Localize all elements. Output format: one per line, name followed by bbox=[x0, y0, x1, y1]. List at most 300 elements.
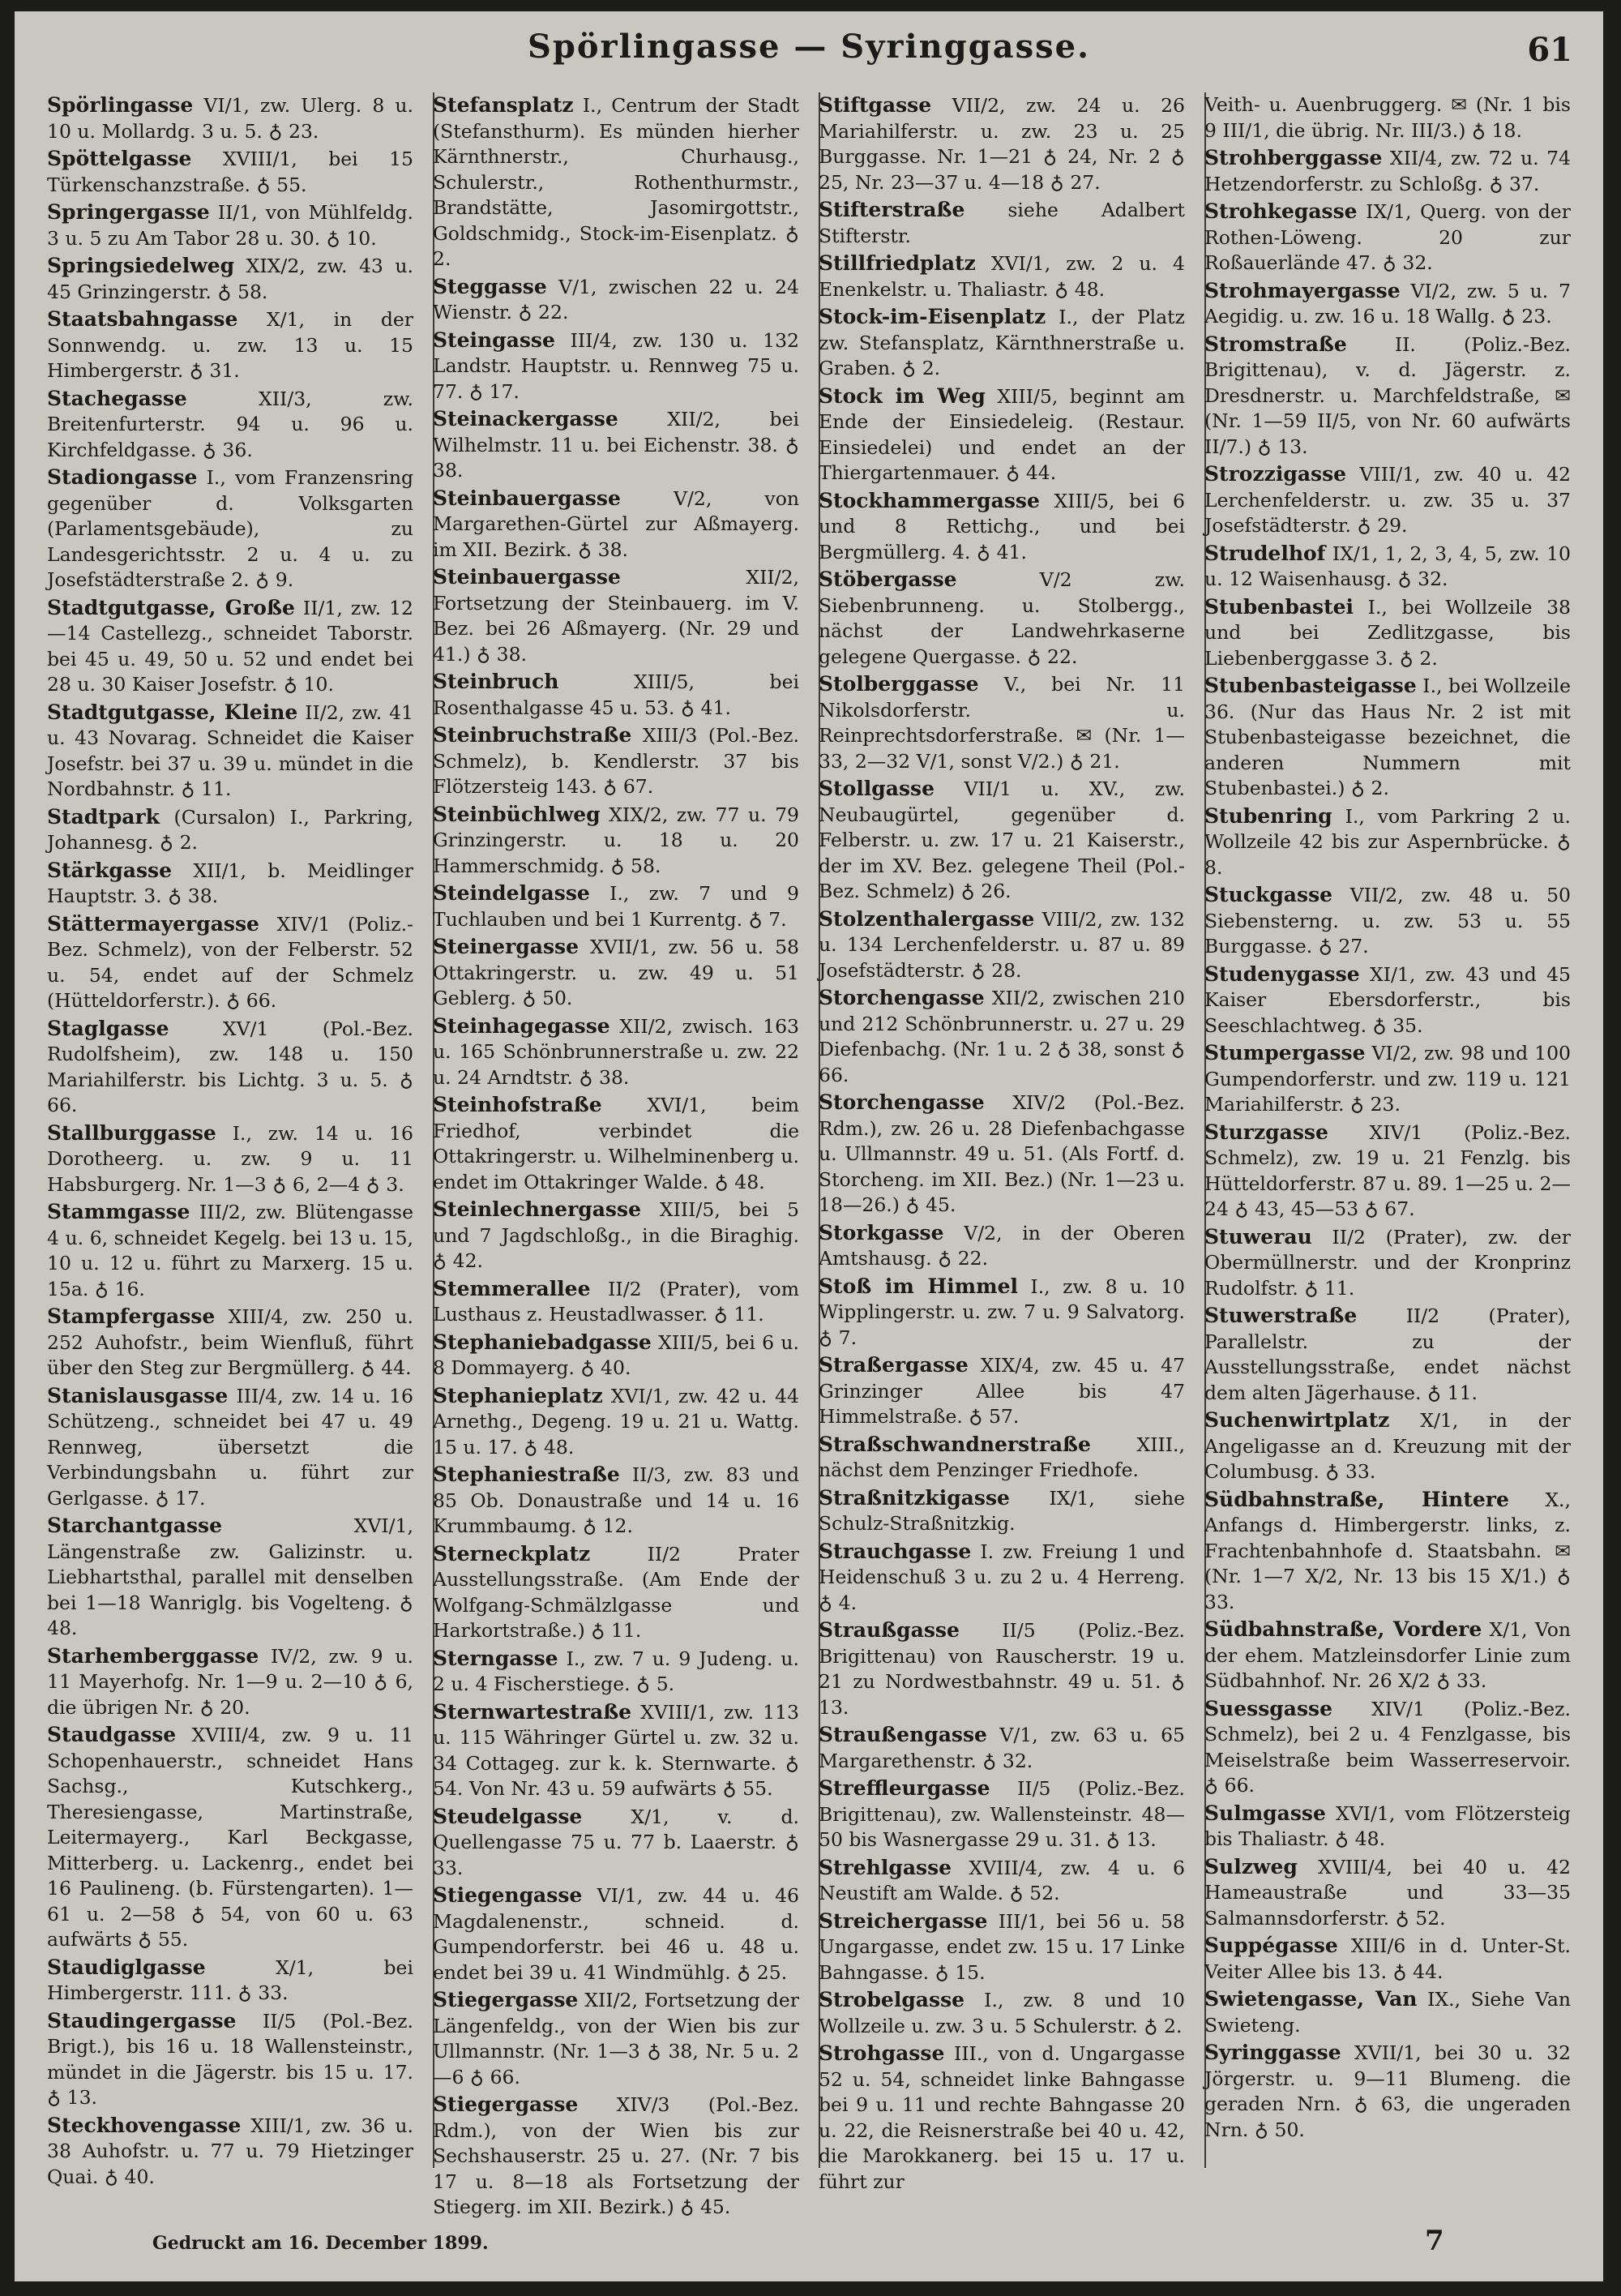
street-description: I., zw. 14 u. 16 Dorotheerg. u. zw. 9 u. 11 Habsburgerg. Nr. 1—3 ♁ 6, 2—4 ♁ 3. bbox=[47, 1121, 413, 1196]
street-name: Sternwartestraße bbox=[433, 1699, 632, 1724]
street-name: Steinbauergasse bbox=[433, 565, 621, 589]
street-description: XVII/1, zw. 56 u. 58 Ottakringerstr. u. zw. 49 u. 51 Geblerg. ♁ 50. bbox=[433, 936, 799, 1009]
street-entry bbox=[819, 2041, 1185, 2195]
street-description: XVI/1, zw. 2 u. 4 Enenkelstr. u. Thaliastr. ♁ 48. bbox=[819, 252, 1185, 301]
signature-mark: 7 bbox=[1425, 2225, 1444, 2257]
street-description: VIII/1, zw. 40 u. 42 Lerchenfelderstr. u. zw. 35 u. 37 Josefstädterstr. ♁ 29. bbox=[1204, 463, 1571, 537]
street-name: Stiegengasse bbox=[433, 1883, 583, 1907]
street-description: VIII/2, zw. 132 u. 134 Lerchenfelderstr. u. 87 u. 89 Josefstädterstr. ♁ 28. bbox=[819, 907, 1185, 982]
street-name: Springergasse bbox=[47, 200, 210, 224]
street-entry bbox=[47, 465, 413, 593]
street-entry bbox=[1204, 1854, 1571, 1932]
street-entry bbox=[819, 1274, 1185, 1351]
street-description: X/1, in der Angeligasse an d. Kreuzung mit der Columbusg. ♁ 33. bbox=[1204, 1409, 1571, 1483]
street-name: Stallburggasse bbox=[47, 1120, 216, 1145]
street-name: Syringgasse bbox=[1204, 2041, 1341, 2064]
street-entry bbox=[819, 1908, 1185, 1986]
street-entry bbox=[819, 1352, 1185, 1430]
street-name: Steinhofstraße bbox=[433, 1093, 602, 1116]
street-entry bbox=[819, 1617, 1185, 1720]
street-name: Stollgasse bbox=[819, 777, 935, 800]
street-name: Steudelgasse bbox=[433, 1804, 583, 1828]
street-description: XVI/1, beim Friedhof, verbindet die Ottakringerstr. u. Wilhelminenberg u. endet im Ottakringer Walde. ♁ 48. bbox=[433, 1094, 799, 1193]
street-name: Strauchgasse bbox=[819, 1539, 972, 1563]
street-name: Stadtgutgasse, Kleine bbox=[47, 700, 298, 724]
street-name: Staudingergasse bbox=[47, 2008, 237, 2033]
street-entry bbox=[433, 802, 799, 880]
street-description: XIII/5, beginnt am Ende der Einsiedeleig. (Restaur. Einsiedelei) und endet an der Thiergartenmauer. ♁ 44. bbox=[819, 384, 1185, 484]
street-name: Suppégasse bbox=[1204, 1934, 1338, 1957]
street-entry bbox=[1204, 1617, 1571, 1694]
street-description: XIII., nächst dem Penzinger Friedhofe. bbox=[819, 1433, 1185, 1481]
street-description: VII/2, zw. 48 u. 50 Siebensterng. u. zw. 53 u. 55 Burggasse. ♁ 27. bbox=[1204, 884, 1571, 957]
street-description: I., vom Franzensring gegenüber d. Volksgarten (Parlamentsgebäude), zu Landesgerichtsstr. 2 u. 4 u. zu Josefstädterstraße 2. ♁ 9. bbox=[47, 466, 413, 591]
street-entry bbox=[1204, 145, 1571, 197]
street-name: Storchengasse bbox=[819, 1090, 985, 1114]
street-name: Spöttelgasse bbox=[47, 147, 192, 170]
street-description: V/2 zw. Siebenbrunneng. u. Stolbergg., nächst der Landwehrkaserne gelegene Quergasse. ♁ 22. bbox=[819, 568, 1185, 668]
street-name: Südbahnstraße, Hintere bbox=[1204, 1487, 1509, 1511]
street-entry bbox=[47, 858, 413, 910]
column-2 bbox=[433, 92, 799, 2218]
street-description: VI/2, zw. 5 u. 7 Aegidig. u. zw. 16 u. 18 Wallg. ♁ 23. bbox=[1204, 279, 1571, 328]
street-description: XVIII/4, zw. 9 u. 11 Schopenhauerstr., schneidet Hans Sachsg., Kutschkerg., Theresiengasse, Martinstraße, Leitermayerg., Karl Beckgasse, Mitterberg. u. Lackenrg., endet bei 16 Paulineng. (b. Fürstengarten). 1—61 u. 2—58 ♁ 54, von 60 u. 63 aufwärts ♁ 55. bbox=[47, 1724, 413, 1951]
street-name: Starchantgasse bbox=[47, 1514, 223, 1537]
street-entry bbox=[819, 671, 1185, 774]
street-entry bbox=[47, 386, 413, 464]
street-description: II/1, zw. 12—14 Castellezg., schneidet Taborstr. bei 45 u. 49, 50 u. 52 und endet bei 28 u. 30 Kaiser Josefstr. ♁ 10. bbox=[47, 596, 413, 696]
street-entry bbox=[1204, 2040, 1571, 2143]
street-name: Steinbüchlweg bbox=[433, 802, 601, 826]
street-entry bbox=[1204, 278, 1571, 330]
street-name: Streffleurgasse bbox=[819, 1776, 990, 1800]
street-description: XIV/1 (Poliz.-Bez. Schmelz), bei 2 u. 4 Fenzlgasse, bis Meiselstraße beim Wasserreservoir. ♁ 66. bbox=[1204, 1697, 1571, 1797]
street-entry bbox=[1204, 332, 1571, 460]
street-entry bbox=[1204, 882, 1571, 960]
street-entry bbox=[819, 1722, 1185, 1774]
street-entry bbox=[819, 1432, 1185, 1484]
street-name: Strohkegasse bbox=[1204, 199, 1358, 223]
street-entry bbox=[1204, 1487, 1571, 1616]
street-name: Stefansplatz bbox=[433, 93, 574, 117]
street-description: IX/1, 1, 2, 3, 4, 5, zw. 10 u. 12 Waisenhausg. ♁ 32. bbox=[1204, 542, 1571, 590]
street-name: Studenygasse bbox=[1204, 962, 1360, 986]
street-entry bbox=[47, 306, 413, 384]
street-name: Starhemberggasse bbox=[47, 1643, 259, 1668]
street-name: Staudgasse bbox=[47, 1723, 177, 1746]
street-description: XIII/6 in d. Unter-St. Veiter Allee bis 13. ♁ 44. bbox=[1204, 1934, 1571, 1983]
street-name: Stephaniestraße bbox=[433, 1463, 620, 1486]
street-entry bbox=[819, 1485, 1185, 1537]
street-description: XIV/1 (Poliz.-Bez. Schmelz), zw. 19 u. 21 Fenzlg. bis Hütteldorferstr. 87 u. 89. 1—25 u. 2—24 ♁ 43, 45—53 ♁ 67. bbox=[1204, 1120, 1571, 1220]
street-entry bbox=[1204, 594, 1571, 672]
street-description: V/2, von Margarethen-Gürtel zur Aßmayerg. im XII. Bezirk. ♁ 38. bbox=[433, 486, 799, 561]
street-name: Springsiedelweg bbox=[47, 254, 235, 277]
street-entry bbox=[819, 383, 1185, 486]
street-entry bbox=[433, 1646, 799, 1698]
street-name: Stiftgasse bbox=[819, 93, 932, 117]
street-description: X/1, v. d. Quellengasse 75 u. 77 b. Laaerstr. ♁ 33. bbox=[433, 1805, 799, 1879]
street-description: XII/2, Fortsetzung der Steinbauerg. im V. Bez. bei 26 Aßmayerg. (Nr. 29 und 41.) ♁ 38. bbox=[433, 566, 799, 666]
street-description: I., bei Wollzeile 38 und bei Zedlitzgasse, bis Liebenberggasse 3. ♁ 2. bbox=[1204, 595, 1571, 670]
street-description: VI/1, zw. 44 u. 46 Magdalenenstr., schneid. d. Gumpendorferstr. bei 46 u. 48 u. endet bei 39 u. 41 Windmühlg. ♁ 25. bbox=[433, 1884, 799, 1984]
street-name: Steckhovengasse bbox=[47, 2113, 242, 2137]
street-name: Strehlgasse bbox=[819, 1855, 952, 1879]
page-title: Spörlingasse — Syringgasse. bbox=[527, 28, 1091, 66]
street-description: II/5 (Poliz.-Bez. Brigittenau), zw. Wallensteinstr. 48—50 bis Wasnergasse 29 u. 31. ♁ 13. bbox=[819, 1777, 1185, 1851]
street-entry bbox=[819, 1539, 1185, 1617]
street-entry bbox=[819, 92, 1185, 195]
street-description: II/1, von Mühlfeldg. 3 u. 5 zu Am Tabor 28 u. 30. ♁ 10. bbox=[47, 201, 413, 250]
street-name: Stärkgasse bbox=[47, 858, 173, 882]
street-description: XVIII/1, zw. 113 u. 115 Währinger Gürtel u. zw. 32 u. 34 Cottageg. zur k. k. Sternwarte. ♁ 54. Von Nr. 43 u. 59 aufwärts ♁ 55. bbox=[433, 1700, 799, 1800]
street-description: XI/1, zw. 43 und 45 Kaiser Ebersdorferstr., bis Seeschlachtweg. ♁ 35. bbox=[1204, 962, 1571, 1037]
street-name: Stolzenthalergasse bbox=[819, 906, 1035, 931]
street-description: II/2 (Prater), zw. der Obermüllnerstr. und der Kronprinz Rudolfstr. ♁ 11. bbox=[1204, 1225, 1571, 1300]
street-name: Stoß im Himmel bbox=[819, 1274, 1018, 1298]
street-description: IX/1, Querg. von der Rothen-Löweng. 20 zur Roßauerlände 47. ♁ 32. bbox=[1204, 200, 1571, 274]
street-entry bbox=[1204, 1040, 1571, 1118]
street-description: I., zw. 7 u. 9 Judeng. u. 2 u. 4 Fischerstiege. ♁ 5. bbox=[433, 1647, 799, 1695]
street-entry bbox=[1204, 1933, 1571, 1985]
street-description: VI/2, zw. 98 und 100 Gumpendorferstr. und zw. 119 u. 121 Mariahilferstr. ♁ 23. bbox=[1204, 1042, 1571, 1116]
street-entry bbox=[47, 595, 413, 698]
street-description: II/5 (Pol.-Bez. Brigt.), bis 16 u. 18 Wallensteinstr., mündet in die Jägerstr. bis 15 u. 17. ♁ 13. bbox=[47, 2009, 413, 2109]
street-name: Stumpergasse bbox=[1204, 1041, 1366, 1064]
street-entry bbox=[47, 1304, 413, 1381]
street-description: (Cursalon) I., Parkring, Johannesg. ♁ 2. bbox=[47, 805, 413, 854]
street-name: Stöbergasse bbox=[819, 568, 957, 591]
street-description: XIII/3 (Pol.-Bez. Schmelz), b. Kendlerstr. 37 bis Flötzersteig 143. ♁ 67. bbox=[433, 724, 799, 798]
street-name: Stiegergasse bbox=[433, 2093, 579, 2116]
street-name: Stubenbastei bbox=[1204, 594, 1354, 619]
street-entry bbox=[433, 1092, 799, 1195]
street-description: XII/3, zw. Breitenfurterstr. 94 u. 96 u. Kirchfeldgasse. ♁ 36. bbox=[47, 387, 413, 461]
street-name: Strozzigasse bbox=[1204, 462, 1347, 486]
street-entry bbox=[819, 567, 1185, 670]
street-name: Steinlechnergasse bbox=[433, 1197, 641, 1221]
street-name: Strudelhof bbox=[1204, 541, 1326, 565]
street-name: Staglgasse bbox=[47, 1016, 169, 1040]
street-name: Stubenring bbox=[1204, 803, 1332, 828]
street-name: Stillfriedplatz bbox=[819, 251, 976, 275]
street-description: III/4, zw. 14 u. 16 Schützeng., schneidet bei 47 u. 49 Rennweg, übersetzt die Verbindungsbahn u. führt zur Gerlgasse. ♁ 17. bbox=[47, 1384, 413, 1510]
street-columns bbox=[47, 92, 1571, 2218]
street-description: I. zw. Freiung 1 und Heidenschuß 3 u. zu 2 u. 4 Herreng. ♁ 4. bbox=[819, 1540, 1185, 1614]
street-name: Strohberggasse bbox=[1204, 146, 1383, 169]
street-description: XII/1, b. Meidlinger Hauptstr. 3. ♁ 38. bbox=[47, 859, 413, 907]
street-name: Stadiongasse bbox=[47, 465, 198, 489]
street-entry bbox=[433, 274, 799, 326]
street-entry bbox=[819, 776, 1185, 905]
street-entry bbox=[1204, 461, 1571, 539]
street-name: Spörlingasse bbox=[47, 93, 194, 117]
street-name: Stanislausgasse bbox=[47, 1383, 229, 1407]
street-entry bbox=[433, 1804, 799, 1882]
street-entry bbox=[433, 564, 799, 667]
street-description: XIX/4, zw. 45 u. 47 Grinzinger Allee bis 47 Himmelstraße. ♁ 57. bbox=[819, 1354, 1185, 1428]
street-name: Stolberggasse bbox=[819, 672, 979, 696]
street-entry bbox=[47, 1513, 413, 1642]
street-name: Stammgasse bbox=[47, 1200, 190, 1223]
street-entry bbox=[433, 1013, 799, 1091]
street-entry bbox=[47, 700, 413, 803]
street-name: Steinackergasse bbox=[433, 407, 618, 430]
street-description: XVI/1, vom Flötzersteig bis Thaliastr. ♁ 48. bbox=[1204, 1801, 1571, 1850]
street-entry bbox=[47, 92, 413, 144]
street-name: Stromstraße bbox=[1204, 332, 1347, 356]
street-entry bbox=[47, 911, 413, 1014]
street-description: V/1, zw. 63 u. 65 Margarethenstr. ♁ 32. bbox=[819, 1724, 1185, 1772]
street-entry bbox=[433, 1383, 799, 1461]
street-name: Suessgasse bbox=[1204, 1696, 1333, 1720]
street-name: Stiegergasse bbox=[433, 1988, 579, 2011]
street-description: VII/2, zw. 24 u. 26 Mariahilferstr. u. zw. 23 u. 25 Burggasse. Nr. 1—21 ♁ 24, Nr. 2 ♁ 25, Nr. 23—37 u. 4—18 ♁ 27. bbox=[819, 94, 1185, 194]
street-description: VII/1 u. XV., zw. Neubaugürtel, gegenüber d. Felberstr. u. zw. 17 u. 21 Kaiserstr., der im XV. Bez. gelegene Theil (Pol.-Bez. Schmelz) ♁ 26. bbox=[819, 777, 1185, 902]
street-description: I., vom Parkring 2 u. Wollzeile 42 bis zur Aspernbrücke. ♁ 8. bbox=[1204, 804, 1571, 879]
street-name: Sturzgasse bbox=[1204, 1120, 1328, 1144]
street-description: IV/2, zw. 9 u. 11 Mayerhofg. Nr. 1—9 u. 2—10 ♁ 6, die übrigen Nr. ♁ 20. bbox=[47, 1644, 413, 1719]
street-entry bbox=[433, 1276, 799, 1328]
street-entry bbox=[433, 1462, 799, 1540]
street-name: Strohgasse bbox=[819, 2041, 945, 2065]
street-description: XIV/3 (Pol.-Bez. Rdm.), von der Wien bis zur Sechshauserstr. 25 u. 27. (Nr. 7 bis 17 u. 8—18 als Fortsetzung der Stiegerg. im XII. Bezirk.) ♁ 45. bbox=[433, 2093, 799, 2218]
street-entry bbox=[433, 934, 799, 1012]
street-description: XIV/1 (Poliz.-Bez. Schmelz), von der Felberstr. 52 u. 54, endet auf der Schmelz (Hütteldorferstr.). ♁ 66. bbox=[47, 912, 413, 1012]
street-entry bbox=[433, 1987, 799, 2090]
street-description: X/1, bei Himbergerstr. 111. ♁ 33. bbox=[47, 1955, 413, 2004]
street-description: III/4, zw. 130 u. 132 Landstr. Hauptstr. u. Rennweg 75 u. 77. ♁ 17. bbox=[433, 328, 799, 403]
street-entry bbox=[433, 1197, 799, 1274]
street-description: I., Centrum der Stadt (Stefansthurm). Es münden hierher Kärnthnerstr., Churhausg., Schulerstr., Rothenthurmstr., Brandstätte, Jasomirgottstr., Goldschmidg., Stock-im-Eisenplatz. ♁ 2. bbox=[433, 94, 799, 270]
street-description: X/1, Von der ehem. Matzleinsdorfer Linie zum Südbahnhof. Nr. 26 X/2 ♁ 33. bbox=[1204, 1618, 1571, 1692]
street-name: Storchengasse bbox=[819, 986, 985, 1009]
street-name: Stock im Weg bbox=[819, 383, 986, 408]
street-entry bbox=[47, 1722, 413, 1953]
street-name: Stadtgutgasse, Große bbox=[47, 595, 295, 619]
street-name: Strobelgasse bbox=[819, 1988, 965, 2011]
street-description: IX/1, siehe Schulz-Straßnitzkig. bbox=[819, 1486, 1185, 1535]
street-entry bbox=[1204, 962, 1571, 1039]
street-entry bbox=[433, 1541, 799, 1644]
street-entry bbox=[47, 2113, 413, 2191]
street-description: XII/4, zw. 72 u. 74 Hetzendorferstr. zu Schloßg. ♁ 37. bbox=[1204, 147, 1571, 195]
street-entry bbox=[433, 2092, 799, 2221]
street-name: Straußengasse bbox=[819, 1723, 987, 1746]
street-description: siehe Adalbert Stifterstr. bbox=[819, 199, 1185, 247]
street-name: Stemmerallee bbox=[433, 1276, 591, 1300]
street-name: Stuckgasse bbox=[1204, 883, 1333, 906]
street-entry bbox=[819, 906, 1185, 984]
street-name: Steggasse bbox=[433, 274, 547, 298]
street-name: Stephanieplatz bbox=[433, 1383, 603, 1407]
street-name: Staatsbahngasse bbox=[47, 307, 238, 331]
street-name: Stuwerau bbox=[1204, 1224, 1312, 1249]
street-entry bbox=[1204, 1120, 1571, 1223]
street-name: Steinbruchstraße bbox=[433, 723, 632, 747]
street-description: X., Anfangs d. Himbergerstr. links, z. Frachtenbahnhofe d. Staatsbahn. ✉ (Nr. 1—7 X/2, Nr. 13 bis 15 X/1.) ♁ 33. bbox=[1204, 1488, 1571, 1613]
street-name: Stock-im-Eisenplatz bbox=[819, 305, 1046, 328]
street-entry bbox=[1204, 199, 1571, 276]
street-description: V/1, zwischen 22 u. 24 Wienstr. ♁ 22. bbox=[433, 275, 799, 323]
street-entry bbox=[1204, 1303, 1571, 1406]
street-description: XIX/2, zw. 43 u. 45 Grinzingerstr. ♁ 58. bbox=[47, 255, 413, 303]
street-description: XVII/1, bei 30 u. 32 Jörgerstr. u. 9—11 Blumeng. die geraden Nrn. ♁ 63, die ungeraden Nrn. ♁ 50. bbox=[1204, 2041, 1571, 2141]
street-name: Stubenbasteigasse bbox=[1204, 674, 1417, 697]
street-entry bbox=[1204, 1986, 1571, 2038]
street-description: V., bei Nr. 11 Nikolsdorferstr. u. Reinprechtsdorferstraße. ✉ (Nr. 1—33, 2—32 V/1, sonst V/2.) ♁ 21. bbox=[819, 673, 1185, 773]
street-description: XIV/2 (Pol.-Bez. Rdm.), zw. 26 u. 28 Diefenbachgasse u. Ullmannstr. 49 u. 51. (Als Fortf. d. Storcheng. im XII. Bez.) (Nr. 1—23 u. 18—26.) ♁ 45. bbox=[819, 1091, 1185, 1216]
street-entry bbox=[819, 1090, 1185, 1219]
street-name: Storkgasse bbox=[819, 1220, 944, 1244]
street-description: VI/1, zw. Ulerg. 8 u. 10 u. Mollardg. 3 u. 5. ♁ 23. bbox=[47, 94, 413, 143]
page-header bbox=[15, 28, 1603, 76]
street-description: XIII/5, bei 5 und 7 Jagdschloßg., in die Biraghig. ♁ 42. bbox=[433, 1198, 799, 1272]
street-description: XIX/2, zw. 77 u. 79 Grinzingerstr. u. 18 u. 20 Hammerschmidg. ♁ 58. bbox=[433, 803, 799, 877]
street-description: XIII/4, zw. 250 u. 252 Auhofstr., beim Wienfluß, führt über den Steg zur Bergmüllerg. ♁ 44. bbox=[47, 1305, 413, 1379]
street-name: Steinbauergasse bbox=[433, 486, 621, 510]
street-name: Straußgasse bbox=[819, 1618, 960, 1642]
street-name: Stifterstraße bbox=[819, 198, 965, 221]
street-name: Stadtpark bbox=[47, 804, 160, 829]
street-description: II/2 (Prater), vom Lusthaus z. Heustadlwasser. ♁ 11. bbox=[433, 1277, 799, 1326]
street-description: XV/1 (Pol.-Bez. Rudolfsheim), zw. 148 u. 150 Mariahilferstr. bis Lichtg. 3 u. 5. ♁ 66. bbox=[47, 1017, 413, 1116]
street-name: Stachegasse bbox=[47, 386, 187, 410]
street-name: Steinergasse bbox=[433, 935, 579, 958]
street-entry bbox=[47, 1955, 413, 2007]
street-description: XVIII/4, bei 40 u. 42 Hameaustraße und 33—35 Salmannsdorferstr. ♁ 52. bbox=[1204, 1855, 1571, 1930]
street-entry bbox=[819, 1855, 1185, 1907]
street-description: I., zw. 8 u. 10 Wipplingerstr. u. zw. 7 u. 9 Salvatorg. ♁ 7. bbox=[819, 1274, 1185, 1349]
street-description: V/2, in der Oberen Amtshausg. ♁ 22. bbox=[819, 1221, 1185, 1270]
column-1 bbox=[47, 92, 413, 2188]
street-description: II/2, zw. 41 u. 43 Novarag. Schneidet die Kaiser Josefstr. bei 37 u. 39 u. mündet in die Nordbahnstr. ♁ 11. bbox=[47, 700, 413, 800]
street-entry bbox=[819, 1776, 1185, 1853]
street-description: II/2 (Prater), Parallelstr. zu der Ausstellungsstraße, endet nächst dem alten Jägerhause. ♁ 11. bbox=[1204, 1304, 1571, 1404]
street-description: II/5 (Poliz.-Bez. Brigittenau) von Rauscherstr. 19 u. 21 zu Nordwestbahnstr. 49 u. 51. ♁ 13. bbox=[819, 1619, 1185, 1719]
street-description: XII/2, Fortsetzung der Längenfeldg., von der Wien bis zur Ullmannstr. (Nr. 1—3 ♁ 38, Nr. 5 u. 2—6 ♁ 66. bbox=[433, 1989, 799, 2088]
street-entry bbox=[433, 328, 799, 405]
street-name: Streichergasse bbox=[819, 1908, 988, 1933]
street-description: XII/2, bei Wilhelmstr. 11 u. bei Eichenstr. 38. ♁ 38. bbox=[433, 408, 799, 482]
street-entry bbox=[819, 197, 1185, 249]
street-description: III., von d. Ungargasse 52 u. 54, schneidet linke Bahngasse bei 9 u. 11 und rechte Bahngasse 20 u. 22, die Reisnerstraße bei 40 u. 42, die Marokkanerg. bei 15 u. 17 u. führt zur bbox=[819, 2042, 1185, 2193]
street-name: Stuwerstraße bbox=[1204, 1304, 1358, 1327]
street-description: III/1, bei 56 u. 58 Ungargasse, endet zw. 15 u. 17 Linke Bahngasse. ♁ 15. bbox=[819, 1909, 1185, 1984]
street-description: XVIII/1, bei 15 Türkenschanzstraße. ♁ 55. bbox=[47, 148, 413, 196]
street-name: Swietengasse, Van bbox=[1204, 1987, 1418, 2011]
directory-page bbox=[15, 11, 1603, 2281]
street-entry bbox=[47, 253, 413, 305]
street-entry bbox=[1204, 673, 1571, 802]
street-name: Suchenwirtplatz bbox=[1204, 1408, 1390, 1432]
street-description: I., zw. 8 und 10 Wollzeile u. zw. 3 u. 5 Schulerstr. ♁ 2. bbox=[819, 1989, 1185, 2037]
street-description: XIII/5, bei 6 u. 8 Dommayerg. ♁ 40. bbox=[433, 1330, 799, 1379]
street-entry bbox=[47, 804, 413, 856]
street-entry bbox=[1204, 1801, 1571, 1853]
street-name: Sterneckplatz bbox=[433, 1541, 591, 1566]
street-entry bbox=[1204, 1407, 1571, 1485]
street-entry bbox=[47, 199, 413, 251]
street-name: Steingasse bbox=[433, 328, 555, 352]
street-description: II/3, zw. 83 und 85 Ob. Donaustraße und 14 u. 16 Krummbaumg. ♁ 12. bbox=[433, 1463, 799, 1537]
street-entry bbox=[1204, 541, 1571, 593]
street-description: II. (Poliz.-Bez. Brigittenau), v. d. Jägerstr. z. Dresdnerstr. u. Marchfeldstraße, ✉ (Nr. 1—59 II/5, von Nr. 60 aufwärts II/7.) ♁ 13. bbox=[1204, 332, 1571, 458]
street-description: X/1, in der Sonnwendg. u. zw. 13 u. 15 Himbergerstr. ♁ 31. bbox=[47, 308, 413, 382]
street-entry bbox=[433, 406, 799, 484]
street-entry bbox=[819, 1987, 1185, 2039]
street-entry bbox=[433, 1883, 799, 1985]
street-name: Steinbruch bbox=[433, 670, 559, 693]
street-name: Stampfergasse bbox=[47, 1304, 216, 1328]
street-entry bbox=[47, 1120, 413, 1198]
street-name: Straßergasse bbox=[819, 1353, 969, 1377]
street-entry bbox=[1204, 803, 1571, 881]
print-date: Gedruckt am 16. December 1899. bbox=[152, 2233, 489, 2254]
street-description: I., bei Wollzeile 36. (Nur das Haus Nr. 2 ist mit Stubenbasteigasse bezeichnet, die anderen Nummern mit Stubenbastei.) ♁ 2. bbox=[1204, 675, 1571, 799]
street-entry bbox=[47, 1016, 413, 1119]
street-description: XVIII/4, zw. 4 u. 6 Neustift am Walde. ♁ 52. bbox=[819, 1856, 1185, 1904]
street-entry bbox=[47, 1199, 413, 1302]
street-entry bbox=[1204, 1696, 1571, 1799]
street-entry bbox=[433, 1330, 799, 1381]
street-description: I., der Platz zw. Stefansplatz, Kärnthnerstraße u. Graben. ♁ 2. bbox=[819, 306, 1185, 379]
street-entry bbox=[433, 722, 799, 800]
column-3 bbox=[819, 92, 1185, 2193]
street-description: XVI/1, Längenstraße zw. Galizinstr. u. Liebhartsthal, parallel mit denselben bei 1—18 Wanriglg. bis Vogelteng. ♁ 48. bbox=[47, 1514, 413, 1639]
page-number: 61 bbox=[1527, 31, 1572, 69]
street-entry bbox=[47, 2008, 413, 2111]
street-entry bbox=[819, 251, 1185, 302]
street-entry bbox=[47, 146, 413, 198]
street-description: IX., Siehe Van Swieteng. bbox=[1204, 1988, 1571, 2037]
street-entry bbox=[819, 488, 1185, 566]
street-name: Stättermayergasse bbox=[47, 911, 259, 936]
column-4 bbox=[1204, 92, 1571, 2168]
street-name: Strohmayergasse bbox=[1204, 278, 1401, 302]
street-description: XVI/1, zw. 42 u. 44 Arnethg., Degeng. 19 u. 21 u. Wattg. 15 u. 17. ♁ 48. bbox=[433, 1384, 799, 1459]
street-entry bbox=[819, 985, 1185, 1088]
street-entry bbox=[433, 1699, 799, 1802]
street-entry bbox=[1204, 1224, 1571, 1302]
street-name: Steinhagegasse bbox=[433, 1013, 610, 1038]
street-name: Stockhammergasse bbox=[819, 488, 1040, 512]
street-entry bbox=[47, 1643, 413, 1721]
street-description: Veith- u. Auenbruggerg. ✉ (Nr. 1 bis 9 III/1, die übrig. Nr. III/3.) ♁ 18. bbox=[1204, 93, 1571, 142]
street-entry bbox=[819, 304, 1185, 382]
street-description: I., zw. 7 und 9 Tuchlauben und bei 1 Kurrentg. ♁ 7. bbox=[433, 882, 799, 931]
street-description: XII/2, zwischen 210 und 212 Schönbrunnerstr. u. 27 u. 29 Diefenbachg. (Nr. 1 u. 2 ♁ 38, sonst ♁ 66. bbox=[819, 987, 1185, 1086]
street-entry bbox=[433, 486, 799, 563]
street-description: III/2, zw. Blütengasse 4 u. 6, schneidet Kegelg. bei 13 u. 15, 10 u. 12 u. führt zu Marxerg. 15 u. 15a. ♁ 16. bbox=[47, 1201, 413, 1300]
street-description: XII/2, zwisch. 163 u. 165 Schönbrunnerstraße u. zw. 22 u. 24 Arndtstr. ♁ 38. bbox=[433, 1014, 799, 1089]
street-description: XIII/1, zw. 36 u. 38 Auhofstr. u. 77 u. 79 Hietzinger Quai. ♁ 40. bbox=[47, 2114, 413, 2188]
street-entry bbox=[47, 1383, 413, 1512]
street-name: Straßschwandnerstraße bbox=[819, 1432, 1091, 1456]
street-entry bbox=[1204, 92, 1571, 144]
street-name: Sulmgasse bbox=[1204, 1801, 1326, 1825]
street-name: Steindelgasse bbox=[433, 881, 590, 905]
street-entry bbox=[433, 880, 799, 932]
street-description: II/2 Prater Ausstellungsstraße. (Am Ende der Wolfgang-Schmälzlgasse und Harkortstraße.) ♁ 11. bbox=[433, 1542, 799, 1642]
street-name: Sulzweg bbox=[1204, 1854, 1298, 1878]
street-entry bbox=[433, 669, 799, 721]
street-entry bbox=[433, 92, 799, 272]
street-name: Straßnitzkigasse bbox=[819, 1485, 1010, 1510]
street-description: XIII/5, bei 6 und 8 Rettichg., und bei Bergmüllerg. 4. ♁ 41. bbox=[819, 489, 1185, 563]
street-name: Stephaniebadgasse bbox=[433, 1330, 652, 1354]
street-name: Südbahnstraße, Vordere bbox=[1204, 1617, 1482, 1641]
